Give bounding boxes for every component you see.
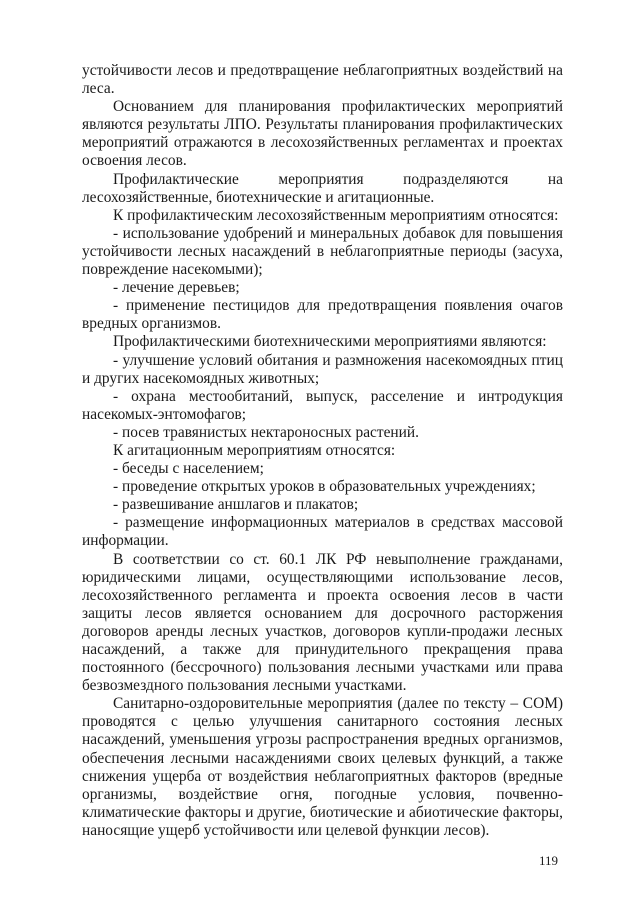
list-item-open-lessons: - проведение открытых уроков в образовательных учреждениях; (113, 478, 536, 496)
page-number: 119 (538, 853, 558, 868)
list-item-nectar-plants: - посев травянистых нектароносных растений. (113, 423, 419, 441)
paragraph-continuation: устойчивости лесов и предотвращение неблагоприятных воздействий на леса. (82, 62, 563, 98)
list-item-entomophages: - охрана местообитаний, выпуск, расселение и интродукция насекомых-энтомофагов; (82, 387, 563, 423)
paragraph-planning-basis: Основанием для планирования профилактических мероприятий являются результаты ЛПО. Результаты планирования профилактических мероприятий отражаются в лесохозяйственных регламентах и проектах освоения лесов. (82, 98, 563, 170)
paragraph-awareness-heading: К агитационным мероприятиям относятся: (113, 441, 396, 459)
list-item-bird-habitat: - улучшение условий обитания и размножения насекомоядных птиц и других насекомоядных животных; (82, 351, 563, 387)
list-item-tree-treatment: - лечение деревьев; (113, 279, 240, 297)
list-item-posters: - развешивание аншлагов и плакатов; (113, 496, 359, 514)
list-item-media: - размещение информационных материалов в средствах массовой информации. (82, 514, 563, 550)
paragraph-measure-types: Профилактические мероприятия подразделяются на лесохозяйственные, биотехнические и агитационные. (82, 170, 563, 206)
body-text (82, 62, 563, 840)
list-item-fertilizers: - использование удобрений и минеральных добавок для повышения устойчивости лесных насаждений в неблагоприятные периоды (засуха, повреждение насекомыми); (82, 224, 563, 279)
paragraph-biotechnical-heading: Профилактическими биотехническими мероприятиями являются: (113, 333, 547, 351)
paragraph-sanitary-measures: Санитарно-оздоровительные мероприятия (далее по тексту – СОМ) проводятся с целью улучшения санитарного состояния лесных насаждений, уменьшения угрозы распространения вредных организмов, обеспечения лесными насаждениями своих целевых функций, а также снижения ущерба от воздействия неблагоприятных факторов (вредные организмы, воздействие огня, погодные условия, почвенно-климатические факторы и другие, биотические и абиотические факторы, наносящие ущерб устойчивости или целевой функции лесов). (82, 695, 563, 839)
paragraph-legal-consequences: В соответствии со ст. 60.1 ЛК РФ невыполнение гражданами, юридическими лицами, осуществляющими использование лесов, лесохозяйственного регламента и проекта освоения лесов в части защиты лесов является основанием для досрочного расторжения договоров аренды лесных участков, договоров купли-продажи лесных насаждений, а также для принудительного прекращения права постоянного (бессрочного) пользования лесными участками или права безвозмездного пользования лесными участками. (82, 550, 563, 695)
paragraph-forestry-measures-heading: К профилактическим лесохозяйственным мероприятиям относятся: (113, 206, 559, 224)
list-item-pesticides: - применение пестицидов для предотвращения появления очагов вредных организмов. (82, 297, 563, 333)
list-item-talks: - беседы с населением; (113, 460, 264, 478)
